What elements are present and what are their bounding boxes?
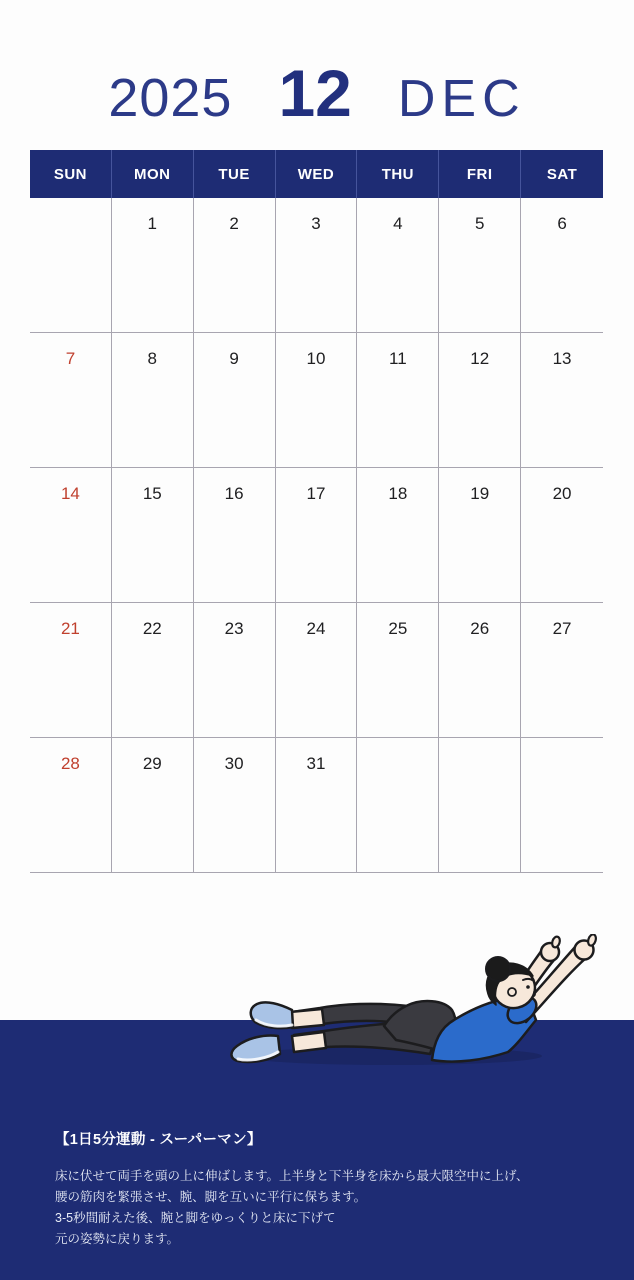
day-number: 20 bbox=[552, 484, 572, 503]
ear bbox=[508, 988, 516, 996]
day-cell-30[interactable] bbox=[194, 738, 276, 873]
near-calf bbox=[292, 1032, 326, 1052]
day-cell-31[interactable] bbox=[276, 738, 358, 873]
day-cell-23[interactable] bbox=[194, 603, 276, 738]
day-number: 27 bbox=[552, 619, 572, 638]
day-cell-21[interactable] bbox=[30, 603, 112, 738]
day-header-sun: SUN bbox=[30, 150, 112, 198]
day-cell-15[interactable] bbox=[112, 468, 194, 603]
day-header-sat: SAT bbox=[546, 165, 578, 183]
day-header-thu: THU bbox=[357, 150, 439, 198]
day-cell-6[interactable] bbox=[521, 198, 603, 333]
day-cell-29[interactable] bbox=[112, 738, 194, 873]
day-number: 22 bbox=[142, 619, 162, 638]
day-number: 15 bbox=[142, 484, 162, 503]
month-number: 12 bbox=[278, 56, 352, 130]
day-number: 26 bbox=[470, 619, 490, 638]
hair-bun bbox=[486, 957, 510, 981]
day-cell-1[interactable] bbox=[112, 198, 194, 333]
day-number: 11 bbox=[389, 349, 407, 368]
month-abbreviation: DEC bbox=[397, 70, 526, 128]
day-cell-16[interactable] bbox=[194, 468, 276, 603]
day-cell-empty bbox=[357, 738, 439, 873]
calendar-grid bbox=[30, 198, 603, 873]
year-label: 2025 bbox=[108, 68, 233, 128]
day-number: 5 bbox=[474, 214, 485, 233]
day-cell-9[interactable] bbox=[194, 333, 276, 468]
day-cell-26[interactable] bbox=[439, 603, 521, 738]
front-thumb bbox=[587, 934, 597, 947]
day-header-mon: MON bbox=[112, 150, 194, 198]
day-cell-5[interactable] bbox=[439, 198, 521, 333]
day-number: 17 bbox=[306, 484, 326, 503]
day-number: 13 bbox=[552, 349, 572, 368]
day-number: 21 bbox=[60, 619, 80, 638]
day-cell-24[interactable] bbox=[276, 603, 358, 738]
day-number: 28 bbox=[60, 754, 80, 773]
day-number: 19 bbox=[470, 484, 490, 503]
day-cell-25[interactable] bbox=[357, 603, 439, 738]
day-number: 16 bbox=[224, 484, 244, 503]
superman-exercise-illustration bbox=[224, 934, 608, 1072]
day-cell-2[interactable] bbox=[194, 198, 276, 333]
day-number: 30 bbox=[224, 754, 244, 773]
day-cell-18[interactable] bbox=[357, 468, 439, 603]
back-thumb bbox=[551, 936, 561, 949]
day-cell-8[interactable] bbox=[112, 333, 194, 468]
day-number: 8 bbox=[147, 349, 157, 368]
day-cell-10[interactable] bbox=[276, 333, 358, 468]
day-number: 14 bbox=[60, 484, 80, 503]
day-number: 24 bbox=[306, 619, 326, 638]
eye bbox=[526, 985, 530, 989]
exercise-instruction-line: 元の姿勢に戻ります。 bbox=[55, 1232, 180, 1246]
day-header-fri: FRI bbox=[439, 150, 521, 198]
exercise-title: 【1日5分運動 - スーパーマン】 bbox=[55, 1132, 262, 1148]
day-number: 12 bbox=[470, 349, 490, 368]
calendar bbox=[30, 150, 603, 873]
day-cell-empty bbox=[30, 198, 112, 333]
day-cell-4[interactable] bbox=[357, 198, 439, 333]
exercise-instruction-line: 腰の筋肉を緊張させ、腕、脚を互いに平行に保ちます。 bbox=[55, 1190, 367, 1204]
day-cell-12[interactable] bbox=[439, 333, 521, 468]
day-cell-11[interactable] bbox=[357, 333, 439, 468]
page-title bbox=[0, 56, 634, 132]
day-number: 6 bbox=[557, 214, 567, 233]
day-cell-28[interactable] bbox=[30, 738, 112, 873]
day-number: 18 bbox=[388, 484, 408, 503]
day-cell-20[interactable] bbox=[521, 468, 603, 603]
far-calf bbox=[290, 1009, 324, 1028]
day-number: 25 bbox=[388, 619, 408, 638]
day-number: 29 bbox=[142, 754, 162, 773]
day-header-wed: WED bbox=[276, 150, 358, 198]
day-cell-19[interactable] bbox=[439, 468, 521, 603]
day-cell-7[interactable] bbox=[30, 333, 112, 468]
day-cell-empty bbox=[521, 738, 603, 873]
day-number: 10 bbox=[306, 349, 326, 368]
exercise-instruction-line: 床に伏せて両手を頭の上に伸ばします。上半身と下半身を床から最大限空中に上げ、 bbox=[55, 1169, 529, 1183]
day-number: 23 bbox=[224, 619, 244, 638]
exercise-description bbox=[55, 1128, 595, 1250]
day-number: 7 bbox=[65, 349, 76, 368]
day-header-tue: TUE bbox=[194, 150, 276, 198]
day-number: 2 bbox=[229, 214, 239, 233]
day-cell-27[interactable] bbox=[521, 603, 603, 738]
day-cell-14[interactable] bbox=[30, 468, 112, 603]
day-number: 1 bbox=[147, 214, 157, 233]
day-number: 3 bbox=[311, 214, 321, 233]
day-number: 31 bbox=[306, 754, 326, 773]
day-number: 9 bbox=[229, 349, 239, 368]
day-cell-3[interactable] bbox=[276, 198, 358, 333]
day-cell-22[interactable] bbox=[112, 603, 194, 738]
day-cell-empty bbox=[439, 738, 521, 873]
weekday-header-row bbox=[30, 150, 603, 198]
exercise-instruction-line: 3-5秒間耐えた後、腕と脚をゆっくりと床に下げて bbox=[55, 1211, 336, 1225]
day-cell-17[interactable] bbox=[276, 468, 358, 603]
day-cell-13[interactable] bbox=[521, 333, 603, 468]
day-number: 4 bbox=[393, 214, 403, 233]
